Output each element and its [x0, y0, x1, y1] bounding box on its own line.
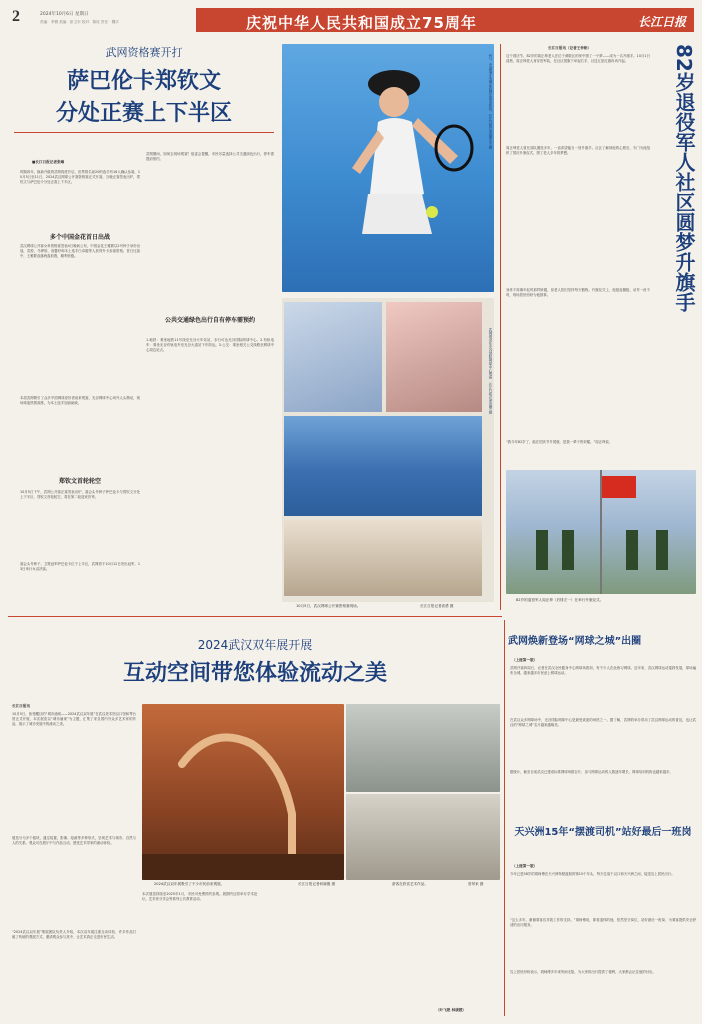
editors-line: 责编：李钢 美编：彭卫东 校对：陈旺 责任：魏宇: [40, 20, 119, 24]
art-para3: “2024武汉双年展”策展团队负责人介绍，本次双年展注重互动体验，许多作品打破了传统的观展方式，邀请观众参与其中，让艺术真正走进市民生活。: [12, 930, 136, 939]
flag-ceremony-illustration: [506, 470, 696, 594]
page-header: [8, 6, 694, 38]
tennis-player-illustration: [282, 44, 494, 292]
veteran-headline-vertical: 82岁退役军人社区圆梦升旗手: [672, 44, 696, 312]
art-signature: （叶飞艳 林康媛）: [436, 1008, 467, 1012]
tennis-headline-line2: 分处正赛上下半区: [55, 101, 232, 126]
driver-para3: 岛上居民纷纷表示，胡师傅多年来风雨无阻，为大家的出行提供了便利，大家都会记住他的付出。: [510, 970, 656, 974]
tennis-byline: ■长江日报记者张琳: [32, 160, 65, 164]
headline-divider: [14, 132, 274, 133]
tennis-photo-caption-vertical: 5日，中国选手朱琳在武网比赛中挥拍。长江日报记者胡冬冬 摄: [488, 54, 492, 150]
veteran-photo-caption: 82岁的退役军人周正坤（后排左一）在举行升旗仪式。: [516, 598, 604, 602]
veteran-para2: 周正坤老人曾在部队服役多年，一直希望能当一回升旗手。社区了解到他的心愿后，专门为他组织了国庆升旗仪式，圆了老人多年的梦想。: [506, 146, 650, 155]
art-para4: 本次展览持续至2025年1月，市民可免费预约参观。展期内还将举办学术论坛、艺术家分享会等系列公共教育活动。: [142, 892, 258, 901]
art-photo-caption2: 游客在欣赏艺术作品。: [392, 882, 428, 886]
tennis-city-headline: 武网焕新登场“网球之城”出圈: [508, 636, 642, 647]
tennis-subhead3: 公共交通绿色出行自有停车需预约: [164, 317, 255, 324]
tennis-para1: 时隔四年，换新升级的武网再度开启，世界排名前20的选手有16人确认参赛，10月5日至11日，2024武汉网球公开赛资格赛正式开赛，当晚正赛签表出炉，郑钦文与萨巴伦卡分处正赛上下半区。: [20, 170, 140, 184]
art-headline: 互动空间带您体验流动之美: [122, 661, 387, 686]
tennis-para2: 武汉网球公开赛女单资格赛签表4日晚间公布，中国金花王雅繁以2号种子身份出战，袁悦、马烨欣、高馨妤和本土选手白卓璇等人获得外卡参赛资格。首日比赛中，王雅繁直落两盘取胜，顺利晋级。: [20, 244, 140, 258]
tennis-collage-photo: [282, 298, 494, 602]
tennis-player-photo: [282, 44, 494, 292]
collage-caption: 10月5日，武汉网球公开赛资格赛现场。: [296, 604, 361, 608]
collage-photo-selfie: [284, 302, 382, 412]
veteran-para4: “我今年82岁了，能在国庆节升国旗，是我一辈子的荣耀。”周正坤说。: [506, 440, 613, 444]
collage-photo-court: [284, 416, 482, 516]
art-photo-gallery: [346, 794, 500, 880]
art-photo-caption1: 2024武汉双年展吸引了不少市民前来观展。: [154, 882, 225, 886]
tennis-para4: 10月5日下午，武网公开赛正赛签表出炉，赛会头号种子萨巴伦卡与郑钦文分处上下半区，郑钦文首轮轮空，将在第二轮迎来首秀。: [20, 490, 140, 499]
banner-title: 庆祝中华人民共和国成立75周年: [246, 14, 477, 32]
column-divider: [500, 44, 501, 610]
driver-para2: “这么多年，谢谢乘客们对我工作的支持。”胡师傅说，即将退休的他，依然坚守岗位，站好最后一班岗，为乘客提供安全舒适的出行服务。: [510, 918, 696, 927]
veteran-byline: 长江日报讯（记者王仲彬）: [548, 46, 592, 50]
art-para2: 展览分为多个板块，通过装置、影像、绘画等多种形式，呈现艺术与城市、自然与人的关系。观众可在展厅中与作品互动，感受艺术带来的流动体验。: [12, 836, 136, 845]
driver-headline-line: 天兴洲15年“摆渡司机”站好最后一班岗: [514, 827, 692, 838]
veteran-para3: 身体不再像年轻时那样矫健，但老人依旧坚持每天锻炼。升旗仪式上，他挺直腰板，动作一丝不苟，现场居民纷纷为他鼓掌。: [506, 288, 650, 297]
section-divider: [8, 616, 502, 617]
art-para1: 10月5日，备受瞩目的“城市涌现——2024武汉双年展”在武汉美术馆汉口馆和琴台馆正式开展，本次展览以“城市涌现”为主题，汇集了来自国内外众多艺术家的作品，展示了城市发展中的流动之美。: [12, 712, 136, 726]
tennis-city-para1: 武网开赛四周日，记者在武汉全民健身中心网球场看到，有不少人在此练习网球。近年来，武汉网球运动蓬勃发展，球场遍布全城，越来越多市民爱上网球运动。: [510, 666, 696, 675]
art-kicker: 2024武汉双年展开展: [197, 638, 313, 652]
collage-photo-crowd: [284, 520, 482, 596]
tennis-kicker: 武网资格赛开打: [105, 46, 183, 59]
collage-photo-caption-vertical: 武网观众在光谷国际网球中心观赛 长江日报记者高勇 摄: [488, 328, 492, 415]
paper-name-logo: 长江日报: [637, 15, 686, 29]
banner-bar: [196, 8, 694, 32]
tennis-subhead2: 郑钦文首轮轮空: [58, 478, 101, 485]
driver-byline: （上接第一版）: [512, 864, 538, 868]
tennis-city-para2: 在武汉众多网球场中，光谷国际网球中心是最受欢迎的场馆之一。据了解，武网的举办带动了武汉网球运动的普及，也让武汉的“网球之城”名片越来越响亮。: [510, 718, 696, 727]
art-photo-caption1-credit: 长江日报记者何晓刚 摄: [298, 882, 336, 886]
art-photo-installation: [142, 704, 344, 880]
veteran-para1: 这个国庆节，82岁的周正坤老人在位于黄陂区的家中圆了一个梦——成为一名升旗手。10月1日清晨，周正坤老人身穿旧军装，在社区国旗下举起右手，目送五星红旗冉冉升起。: [506, 54, 650, 63]
art-byline: 长江日报讯: [12, 704, 30, 708]
tennis-para5: 赛会头号种子、卫冕冠军萨巴伦卡位于上半区，武网将于10月12日决出冠军，13日举行女双决赛。: [20, 562, 140, 571]
tennis-para7: 1.地铁：乘坐地铁11号线至光谷火车站站，步行可达光谷国际网球中心。2.有轨电车：乘坐光谷有轨电车至光谷大道站下车即达。3.公交：乘坐相关公交线路至网球中心周边站点。: [146, 338, 274, 352]
tennis-para3: 本届武网吸引了众多中国网球爱好者前来观赛，光谷网球中心场外人头攒动，现场球迷热情高涨，为本土选手加油助威。: [20, 396, 140, 405]
tennis-city-byline: （上接第一版）: [512, 658, 538, 662]
tennis-headline-line1: 萨巴伦卡郑钦文: [66, 69, 221, 94]
tennis-subhead1: 多个中国金花首日出战: [49, 234, 110, 241]
veteran-flag-photo: [506, 470, 696, 594]
page-number: 2: [12, 8, 20, 25]
art-photo-caption2-credit: 曾昂来 摄: [468, 882, 484, 886]
tennis-para6: 武网期间，如何去现场观赛？组委会提醒，市民尽量选择公共交通绿色出行，停车需提前预约。: [146, 152, 274, 161]
driver-para1: 今年已是58岁的胡师傅在天兴洲驾驶渡船的第15个年头，每天往返于汉口和天兴洲之间，接送岛上居民出行。: [510, 872, 675, 876]
tennis-city-para3: 据统计，截至目前武汉已建成标准网球场数百片，参与网球运动的人数逐年增长，网球培训机构也越来越多。: [510, 770, 673, 774]
column-divider-bottom: [504, 620, 505, 1016]
collage-caption-credit: 长江日报记者高勇 摄: [420, 604, 454, 608]
art-photo-visitors: [346, 704, 500, 792]
sculpture-illustration: [142, 704, 344, 880]
date-line: 2024年10月6日 星期日: [40, 12, 89, 17]
collage-photo-fan: [386, 302, 482, 412]
